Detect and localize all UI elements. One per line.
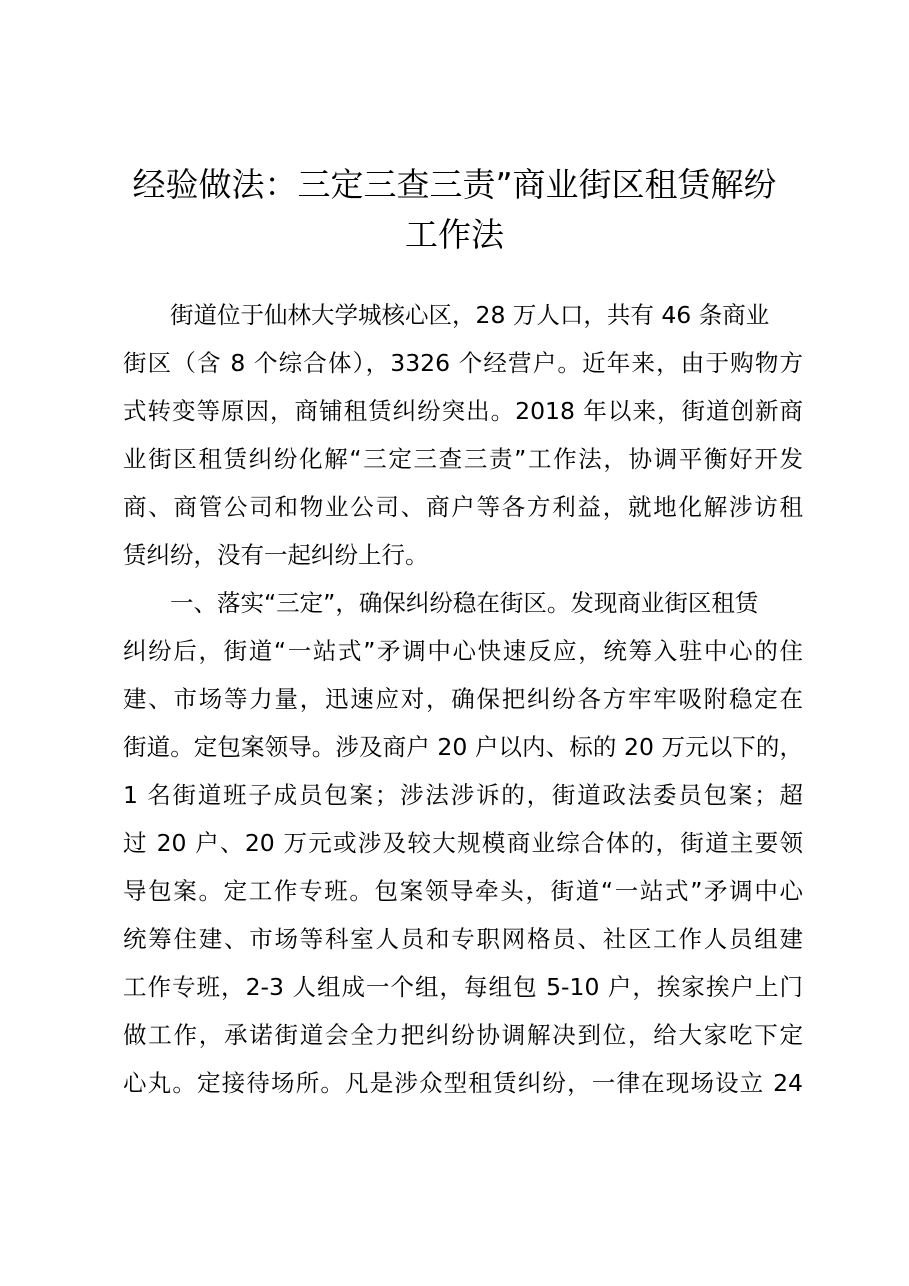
paragraph-line: 街道位于仙林大学城核心区，28 万人口，共有 46 条商业 (170, 301, 770, 329)
paragraph-line: 赁纠纷，没有一起纠纷上行。 (123, 541, 429, 569)
paragraph-line: 过 20 户、20 万元或涉及较大规模商业综合体的，街道主要领 (123, 829, 803, 857)
paragraph-line: 式转变等原因，商铺租赁纠纷突出。2018 年以来，街道创新商 (123, 397, 803, 425)
paragraph-line: 一、落实“三定”，确保纠纷稳在街区。发现商业街区租赁 (170, 589, 759, 617)
paragraph-line: 建、市场等力量，迅速应对，确保把纠纷各方牢牢吸附稳定在 (123, 685, 803, 713)
document-title-line-1: 经验做法：三定三查三责”商业街区租赁解纷 (132, 165, 777, 204)
paragraph-line: 心丸。定接待场所。凡是涉众型租赁纠纷，一律在现场设立 24 (123, 1069, 803, 1097)
paragraph-line: 做工作，承诺街道会全力把纠纷协调解决到位，给大家吃下定 (123, 1021, 803, 1049)
paragraph-line: 统筹住建、市场等科室人员和专职网格员、社区工作人员组建 (123, 925, 803, 953)
document-title-line-2: 工作法 (405, 215, 504, 254)
paragraph-line: 业街区租赁纠纷化解“三定三查三责”工作法，协调平衡好开发 (123, 445, 803, 473)
paragraph-line: 导包案。定工作专班。包案领导牵头，街道“一站式”矛调中心 (123, 877, 803, 905)
paragraph-line: 工作专班，2-3 人组成一个组，每组包 5-10 户，挨家挨户上门 (123, 973, 803, 1001)
paragraph-line: 纠纷后，街道“一站式”矛调中心快速反应，统筹入驻中心的住 (123, 637, 803, 665)
paragraph-line: 商、商管公司和物业公司、商户等各方利益，就地化解涉访租 (123, 493, 803, 521)
paragraph-line: 街区（含 8 个综合体），3326 个经营户。近年来，由于购物方 (123, 349, 803, 377)
paragraph-line: 街道。定包案领导。涉及商户 20 户以内、标的 20 万元以下的， (123, 733, 803, 761)
paragraph-line: 1 名街道班子成员包案；涉法涉诉的，街道政法委员包案；超 (123, 781, 803, 809)
